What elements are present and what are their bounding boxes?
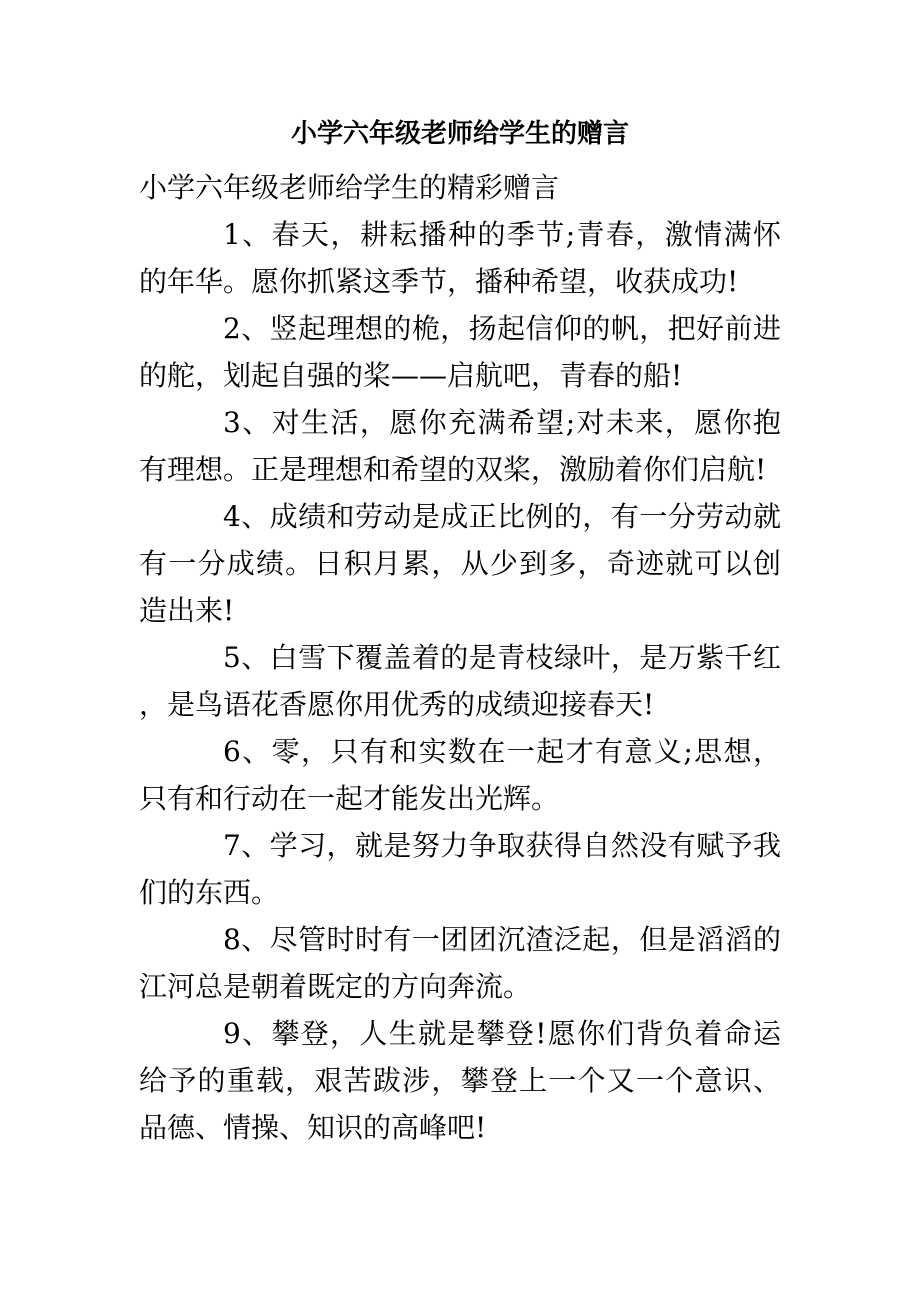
paragraph-8: 8、尽管时时有一团团沉渣泛起，但是滔滔的江河总是朝着既定的方向奔流。 — [139, 923, 781, 1003]
document-title: 小学六年级老师给学生的赠言 — [290, 119, 629, 149]
document-body — [139, 164, 781, 1151]
paragraph-1: 1、春天，耕耘播种的季节;青春，激情满怀的年华。愿你抓紧这季节，播种希望，收获成功! — [139, 218, 781, 298]
paragraph-2: 2、竖起理想的桅，扬起信仰的帆，把好前进的舵，划起自强的桨——启航吧，青春的船! — [139, 312, 781, 392]
paragraph-4: 4、成绩和劳动是成正比例的，有一分劳动就有一分成绩。日积月累，从少到多，奇迹就可以创造出来! — [139, 500, 781, 627]
paragraph-9: 9、攀登，人生就是攀登!愿你们背负着命运给予的重载，艰苦跋涉，攀登上一个又一个意识、品德、情操、知识的高峰吧! — [139, 1017, 781, 1144]
document-subtitle: 小学六年级老师给学生的精彩赠言 — [139, 171, 560, 204]
paragraph-7: 7、学习，就是努力争取获得自然没有赋予我们的东西。 — [139, 829, 781, 909]
paragraph-3: 3、对生活，愿你充满希望;对未来，愿你抱有理想。正是理想和希望的双桨，激励着你们启航! — [139, 406, 781, 486]
paragraph-6: 6、零，只有和实数在一起才有意义;思想，只有和行动在一起才能发出光辉。 — [139, 735, 781, 815]
paragraph-5: 5、白雪下覆盖着的是青枝绿叶，是万紫千红，是鸟语花香愿你用优秀的成绩迎接春天! — [139, 641, 781, 721]
